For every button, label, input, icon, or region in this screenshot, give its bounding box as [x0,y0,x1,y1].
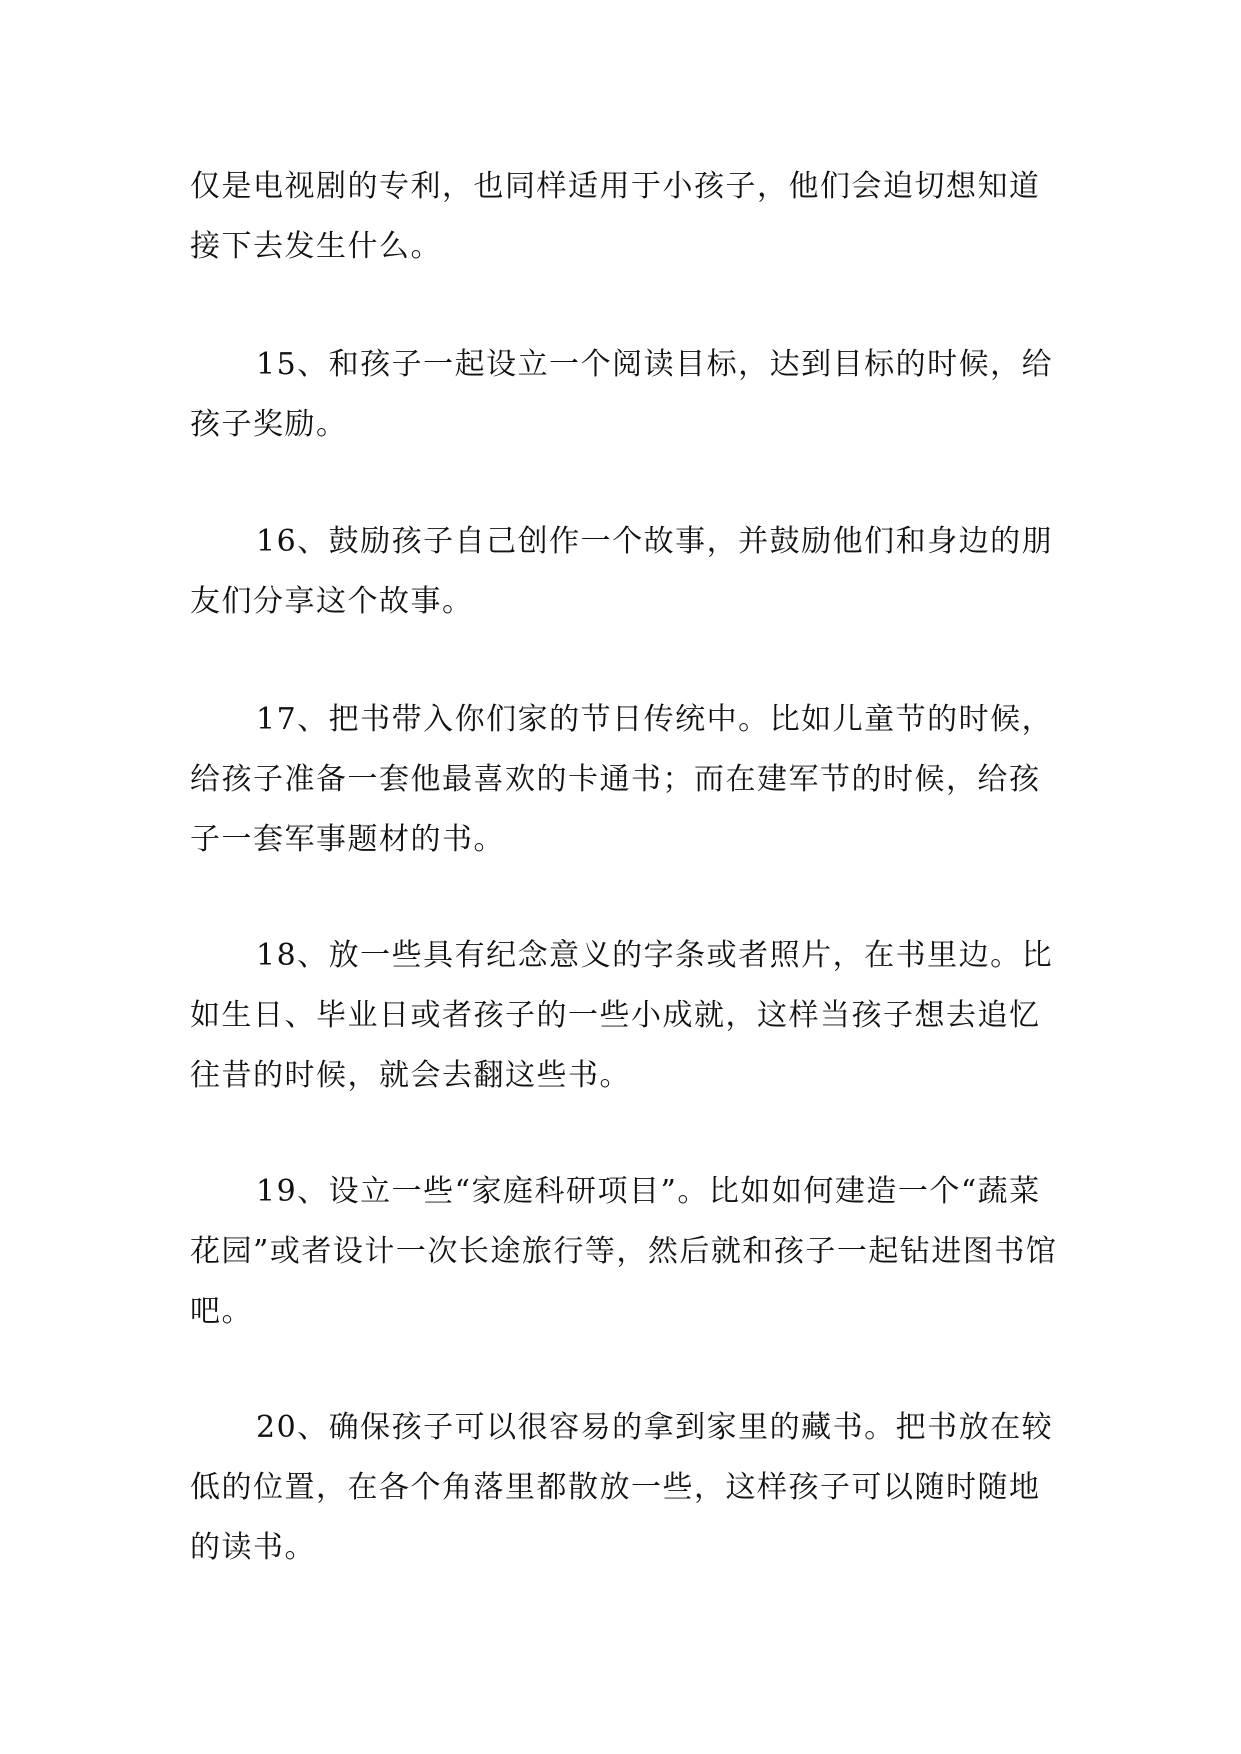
paragraph-tip-20: 20、确保孩子可以很容易的拿到家里的藏书。把书放在较低的位置，在各个角落里都散放一些，这样孩子可以随时随地的读书。 [190,1410,1054,1565]
paragraph-tip-15: 15、和孩子一起设立一个阅读目标，达到目标的时候，给孩子奖励。 [190,347,1054,442]
paragraph-tip-18: 18、放一些具有纪念意义的字条或者照片，在书里边。比如生日、毕业日或者孩子的一些小成就，这样当孩子想去追忆往昔的时候，就会去翻这些书。 [190,938,1054,1093]
paragraph-tip-19: 19、设立一些“家庭科研项目”。比如如何建造一个“蔬菜花园”或者设计一次长途旅行等，然后就和孩子一起钻进图书馆吧。 [190,1174,1058,1329]
paragraph-tip-17: 17、把书带入你们家的节日传统中。比如儿童节的时候，给孩子准备一套他最喜欢的卡通书；而在建军节的时候，给孩子一套军事题材的书。 [190,702,1054,857]
paragraph-tip-16: 16、鼓励孩子自己创作一个故事，并鼓励他们和身边的朋友们分享这个故事。 [190,524,1054,619]
paragraph-continuation: 仅是电视剧的专利，也同样适用于小孩子，他们会迫切想知道接下去发生什么。 [190,169,1041,264]
